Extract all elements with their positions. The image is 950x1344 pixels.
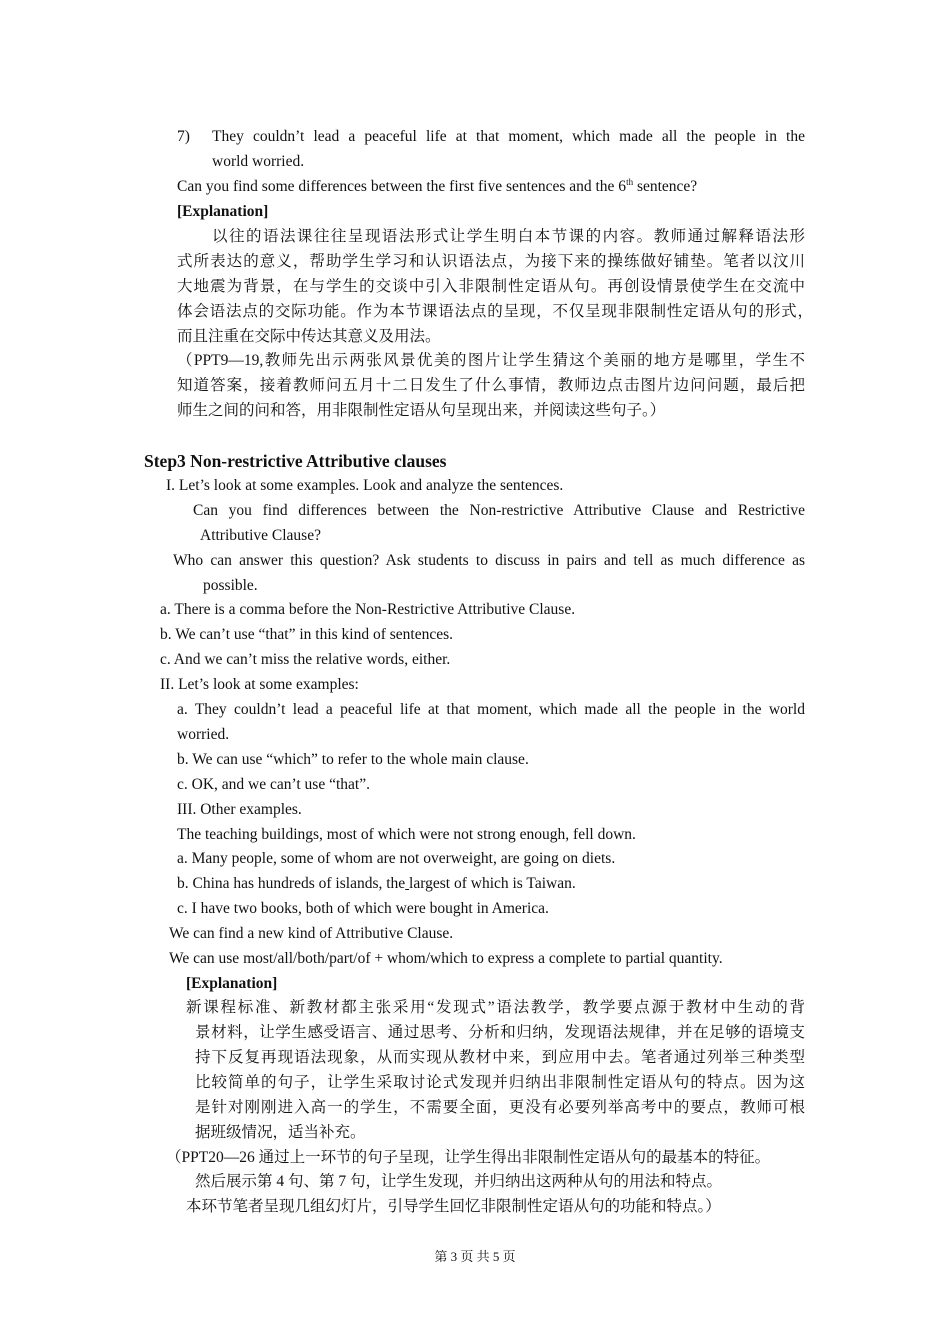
example-sentence: a. Many people, some of whom are not overweight, are going on diets.	[177, 850, 616, 867]
explanation-paragraph-line: 是针对刚刚进入高一的学生，不需要全面，更没有必要列举高考中的要点，教师可根	[195, 1099, 805, 1116]
ppt-note-line: 本环节笔者呈现几组幻灯片，引导学生回忆非限制性定语从句的功能和特点。）	[186, 1198, 721, 1215]
explanation-paragraph-line: 新课程标准、新教材都主张采用“发现式”语法教学，教学要点源于教材中生动的背	[186, 999, 805, 1016]
explanation-paragraph-line: 据班级情况，适当补充。	[195, 1124, 366, 1141]
ordinal-suffix: th	[626, 176, 634, 187]
ppt-note-line: （PPT20—26 通过上一环节的句子呈现，让学生得出非限制性定语从句的最基本的特征。	[166, 1149, 771, 1166]
section-heading: Step3 Non-restrictive Attributive clauses	[144, 451, 447, 471]
example-point: c. OK, and we can’t use “that”.	[177, 776, 370, 793]
list-number: 7)	[177, 128, 190, 145]
conclusion-line: We can use most/all/both/part/of + whom/which to express a complete to partial quantity.	[169, 950, 723, 967]
example-sentence: a. They couldn’t lead a peaceful life at that moment, which made all the people in the world	[177, 701, 805, 718]
explanation-paragraph-line: 而且注重在交际中传达其意义及用法。	[177, 328, 441, 345]
difference-point: b. We can’t use “that” in this kind of sentences.	[160, 626, 454, 643]
explanation-paragraph-line: 式所表达的意义，帮助学生学习和认识语法点，为接下来的操练做好铺垫。笔者以汶川	[177, 253, 805, 270]
example-sentence: The teaching buildings, most of which were not strong enough, fell down.	[177, 826, 636, 843]
explanation-paragraph-line: 以往的语法课往往呈现语法形式让学生明白本节课的内容。教师通过解释语法形	[212, 228, 805, 245]
explanation-paragraph-line: 景材料，让学生感受语言、通过思考、分析和归纳，发现语法规律，并在足够的语境支	[195, 1024, 805, 1041]
page-footer: 第 3 页 共 5 页	[434, 1249, 516, 1264]
explanation-paragraph-line: 大地震为背景，在与学生的交谈中引入非限制性定语从句。再创设情景使学生在交流中	[177, 278, 805, 295]
explanation-paragraph-line: 体会语法点的交际功能。作为本节课语法点的呈现，不仅呈现非限制性定语从句的形式，	[177, 303, 813, 320]
item-7-text-cont: world worried.	[212, 153, 305, 170]
conclusion-line: We can find a new kind of Attributive Clause.	[169, 925, 454, 942]
ppt-note-line: 然后展示第 4 句、第 7 句，让学生发现，并归纳出这两种从句的用法和特点。	[195, 1173, 723, 1190]
explanation-label: [Explanation]	[177, 203, 269, 220]
ppt-note-line: 知道答案，接着教师问五月十二日发生了什么事情，教师边点击图片边问问题，最后把	[177, 377, 805, 394]
section-item: III. Other examples.	[177, 801, 302, 818]
question-line: Can you find some differences between the first five sentences and the 6th sentence?	[177, 176, 698, 195]
explanation-paragraph-line: 比较简单的句子，让学生采取讨论式发现并归纳出非限制性定语从句的特点。因为这	[195, 1074, 805, 1091]
section-item: I. Let’s look at some examples. Look and analyze the sentences.	[166, 477, 564, 494]
example-sentence: c. I have two books, both of which were bought in America.	[177, 900, 549, 917]
explanation-label: [Explanation]	[186, 975, 278, 992]
instruction-text: Who can answer this question? Ask students to discuss in pairs and tell as much difference as	[173, 552, 805, 569]
item-7-text: They couldn’t lead a peaceful life at that moment, which made all the people in the	[212, 128, 805, 145]
example-sentence-cont: worried.	[177, 726, 230, 743]
difference-point: a. There is a comma before the Non-Restrictive Attributive Clause.	[160, 601, 576, 618]
section-item: II. Let’s look at some examples:	[160, 676, 359, 693]
question-text-cont: Attributive Clause?	[200, 527, 321, 544]
ppt-note-line: 师生之间的问和答，用非限制性定语从句呈现出来，并阅读这些句子。）	[177, 402, 666, 419]
question-text: Can you find differences between the Non-restrictive Attributive Clause and Restrictive	[193, 502, 805, 519]
example-sentence: b. China has hundreds of islands, the largest of which is Taiwan.	[177, 875, 576, 892]
example-point: b. We can use “which” to refer to the whole main clause.	[177, 751, 529, 768]
ppt-note-line: （PPT9—19,教师先出示两张风景优美的图片让学生猜这个美丽的地方是哪里，学生不	[177, 352, 805, 369]
difference-point: c. And we can’t miss the relative words, either.	[160, 651, 451, 668]
instruction-text-cont: possible.	[203, 577, 258, 594]
explanation-paragraph-line: 持下反复再现语法现象，从而实现从教材中来，到应用中去。笔者通过列举三种类型	[195, 1049, 805, 1066]
